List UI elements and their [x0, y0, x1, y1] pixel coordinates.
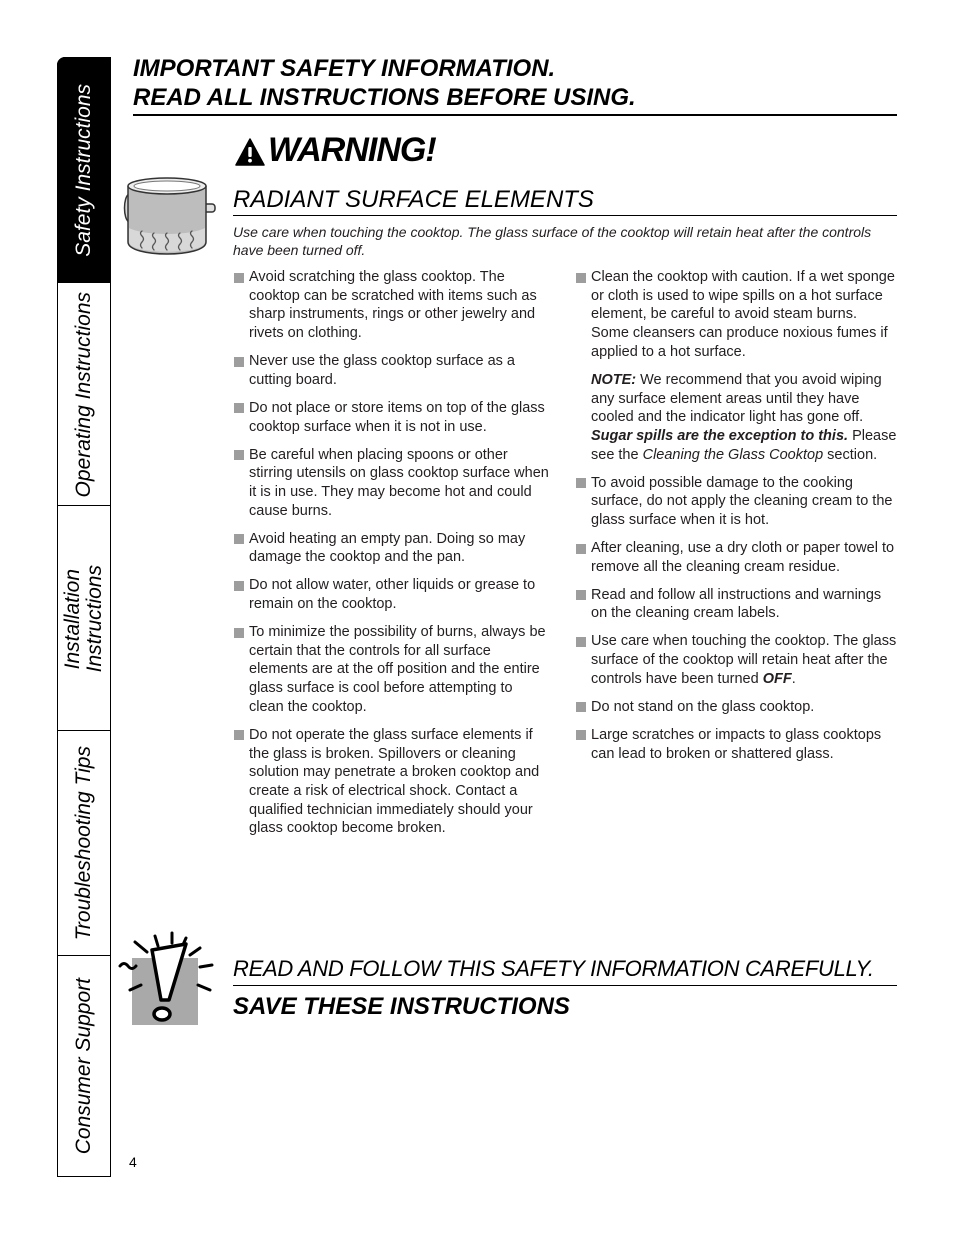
right-column — [575, 268, 897, 773]
section-divider — [233, 215, 897, 216]
tab-safety-instructions[interactable] — [57, 57, 111, 283]
note-text: We recommend that you avoid wiping any surface element areas until they have cooled and the indicator light has gone off. — [591, 371, 882, 426]
safety-reminder: READ AND FOLLOW THIS SAFETY INFORMATION CAREFULLY. — [233, 956, 874, 981]
note-emphasis: Sugar spills are the exception to this. — [591, 427, 849, 444]
tab-label-line1: Installation — [61, 568, 84, 669]
list-item: Read and follow all instructions and warnings on the cleaning cream labels. — [575, 586, 897, 623]
list-item: Be careful when placing spoons or other stirring utensils on glass cooktop surface when it is in use. They may become hot and could cause burns. — [233, 446, 551, 521]
save-instructions: SAVE THESE INSTRUCTIONS — [233, 993, 570, 1020]
tab-label — [62, 565, 106, 672]
tab-label: Troubleshooting Tips — [72, 746, 95, 941]
section-tabs — [57, 57, 111, 1177]
list-item: Do not operate the glass surface elements if the glass is broken. Spillovers or cleaning solution may penetrate a broken cooktop and create a risk of electrical shock. Contact a qualified technician immediately should your glass cooktop become broken. — [233, 726, 551, 838]
list-item: To minimize the possibility of burns, always be certain that the controls for all surface elements are at the off position and the entire glass surface is cool before attempting to clean the cooktop. — [233, 623, 551, 717]
list-item: Avoid heating an empty pan. Doing so may damage the cooktop and the pan. — [233, 530, 551, 567]
list-item: Avoid scratching the glass cooktop. The cooktop can be scratched with items such as sharp instruments, rings or other jewelry and rivets on clothing. — [233, 268, 551, 343]
footer-divider — [233, 985, 897, 986]
exclamation-icon — [118, 930, 218, 1030]
tab-installation-instructions[interactable] — [57, 505, 111, 731]
note-reference: Cleaning the Glass Cooktop — [642, 446, 824, 463]
page-title-line1: IMPORTANT SAFETY INFORMATION. — [133, 55, 556, 82]
list-item: Do not stand on the glass cooktop. — [575, 698, 897, 717]
tab-label: Consumer Support — [72, 977, 95, 1155]
left-column — [233, 268, 551, 847]
list-item: Large scratches or impacts to glass cooktops can lead to broken or shattered glass. — [575, 726, 897, 763]
warning-triangle-icon — [235, 138, 265, 166]
cooktop-pot-icon — [122, 176, 218, 262]
note-text: section. — [823, 446, 878, 463]
page-title — [133, 54, 897, 112]
tab-troubleshooting-tips[interactable] — [57, 730, 111, 956]
list-item: Do not place or store items on top of the glass cooktop surface when it is not in use. — [233, 399, 551, 436]
off-emphasis: OFF — [762, 670, 792, 687]
list-item — [575, 632, 897, 688]
tab-consumer-support[interactable] — [57, 955, 111, 1176]
list-item: Do not allow water, other liquids or grease to remain on the cooktop. — [233, 576, 551, 613]
list-item-text: . — [791, 670, 796, 687]
page-number: 4 — [129, 1154, 137, 1170]
section-title: RADIANT SURFACE ELEMENTS — [233, 186, 594, 213]
list-item: After cleaning, use a dry cloth or paper towel to remove all the cleaning cream residue. — [575, 539, 897, 576]
note-text: Please see the — [591, 427, 897, 463]
tab-label-line2: Instructions — [83, 564, 106, 673]
list-item: To avoid possible damage to the cooking surface, do not apply the cleaning cream to the glass surface when it is hot. — [575, 474, 897, 530]
list-item-text: Use care when touching the cooktop. The glass surface of the cooktop will retain heat after the controls have been turned — [591, 633, 897, 687]
note-label: NOTE: — [591, 371, 637, 388]
warning-heading — [235, 130, 436, 170]
page-title-line2: READ ALL INSTRUCTIONS BEFORE USING. — [133, 84, 636, 111]
list-item: Clean the cooktop with caution. If a wet sponge or cloth is used to wipe spills on a hot surface element, be careful to avoid steam burns. Some cleansers can produce noxious fumes if applied to a hot surface. — [575, 268, 897, 362]
warning-label: WARNING! — [268, 131, 436, 169]
note-paragraph — [575, 371, 897, 465]
section-intro: Use care when touching the cooktop. The glass surface of the cooktop will retain heat after the controls have been turned off. — [233, 224, 872, 259]
tab-label: Safety Instructions — [72, 83, 95, 257]
tab-label: Operating Instructions — [72, 291, 95, 498]
header-divider — [133, 114, 897, 116]
tab-operating-instructions[interactable] — [57, 282, 111, 506]
list-item: Never use the glass cooktop surface as a cutting board. — [233, 352, 551, 389]
